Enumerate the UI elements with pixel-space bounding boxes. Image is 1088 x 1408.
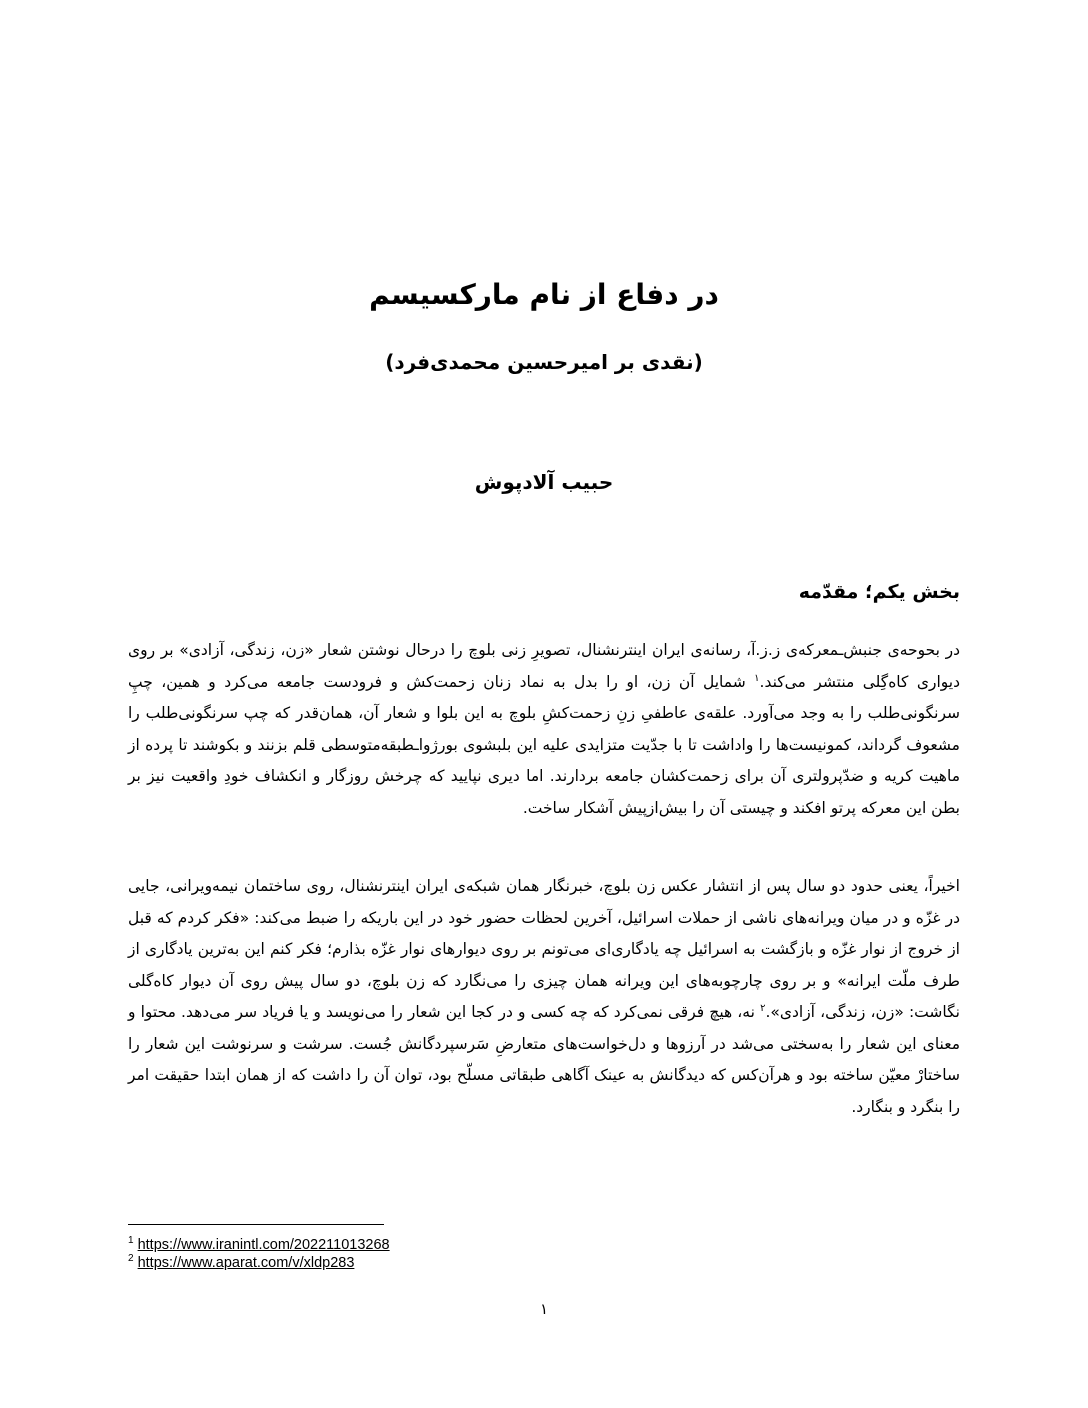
footnote-2 bbox=[128, 1254, 390, 1272]
paragraph-text: اخیراً، یعنی حدود دو سال پس از انتشار عکس زن بلوچ، خبرنگار همان شبکه‌ی ایران اینترنشنال، روی ساختمان نیمه‌ویرانی، جایی در غزّه و در میان ویرانه‌های ناشی از حملات اسرائیل، آخرین لحظات حضور خود در این باریکه را ضبط می‌کند: «فکر کردم که قبل از خروج از نوار غزّه و بازگشت به اسرائیل چه یادگاری‌ای می‌تونم بر روی دیوارهای نوار غزّه بذارم؛ فکر کنم این به‌ترین یادگاری از طرف ملّت ایرانه» و بر روی چارچوبه‌های این ویرانه همان چیزی را می‌نگارد که زن بلوچ، دو سال پیش روی آن دیوار کاه‌گلی نگاشت: «زن، زندگی، آزادی». bbox=[128, 877, 960, 1021]
footnote-link[interactable]: https://www.iranintl.com/202211013268 bbox=[137, 1237, 390, 1253]
footnote-separator bbox=[128, 1224, 384, 1225]
document-subtitle: (نقدی بر امیرحسین محمدی‌فرد) bbox=[385, 350, 703, 374]
paragraph-text: نه، هیچ فرقی نمی‌کرد که چه کسی و در کجا این شعار را می‌نویسد و یا فریاد سر می‌دهد. محتوا و معنای این شعار را به‌سختی می‌شد در آرزوها و دل‌خواست‌های متعارضِ سَرسپردگانش جُست. سرشت و سرنوشت این شعار را ساختارْ معیّن ساخته بود و هرآن‌کس که دیدگانش به عینک آگاهی طبقاتی مسلّح بود، توان آن را داشت که از همان ابتدا حقیقت امر را بنگرد و بنگارد. bbox=[128, 1003, 960, 1116]
page-number: ۱ bbox=[539, 1300, 549, 1318]
footnotes bbox=[128, 1236, 390, 1272]
body-paragraph-2 bbox=[128, 871, 960, 1123]
footnote-marker-2[interactable]: ۲ bbox=[760, 1002, 766, 1014]
paragraph-text: در بحوحه‌ی جنبش‌ـمعرکه‌ی ز.ز.آ، رسانه‌ی ایران اینترنشنال، تصویرِ زنی بلوچ را درحال نوشتن شعار «زن، زندگی، آزادی» بر روی دیواری کاه‌گِلی منتشر می‌کند. bbox=[128, 641, 960, 691]
footnote-number: 1 bbox=[128, 1235, 134, 1247]
footnote-number: 2 bbox=[128, 1253, 134, 1265]
section-heading: بخش یکم؛ مقدّمه bbox=[798, 581, 960, 603]
author-name: حبیب آلادپوش bbox=[474, 470, 614, 494]
paragraph-text: شمایل آن زن، او را بدل به نماد زنان زحمت‌کش و فرودست جامعه می‌کرد و همین، چپِ سرنگونی‌طلب را به وجد می‌آورد. علقه‌ی عاطفیِ زنِ زحمت‌کشِ بلوچ به این بلوا و شعار آن، همان‌قدر که چپ سرنگونی‌طلب را مشعوف گرداند، کمونیست‌ها را واداشت تا با جدّیت متزایدی علیه این بلبشوی بورژواـطبقه‌متوسطی قلم بزنند و بکوشند تا پرده از ماهیت کریه و ضدّپرولتری آن برای زحمت‌کشان جامعه بردارند. اما دیری نپایید که چرخش روزگار و انکشاف خودِ واقعیت نیز بر بطن این معرکه پرتو افکند و چیستی آن را بیش‌ازپیش آشکار ساخت. bbox=[128, 672, 960, 817]
footnote-link[interactable]: https://www.aparat.com/v/xldp283 bbox=[137, 1255, 355, 1271]
footnote-marker-1[interactable]: ۱ bbox=[754, 672, 760, 684]
footnote-1 bbox=[128, 1236, 390, 1254]
document-title: در دفاع از نام مارکسیسم bbox=[369, 278, 719, 311]
body-paragraph-1 bbox=[128, 635, 960, 824]
